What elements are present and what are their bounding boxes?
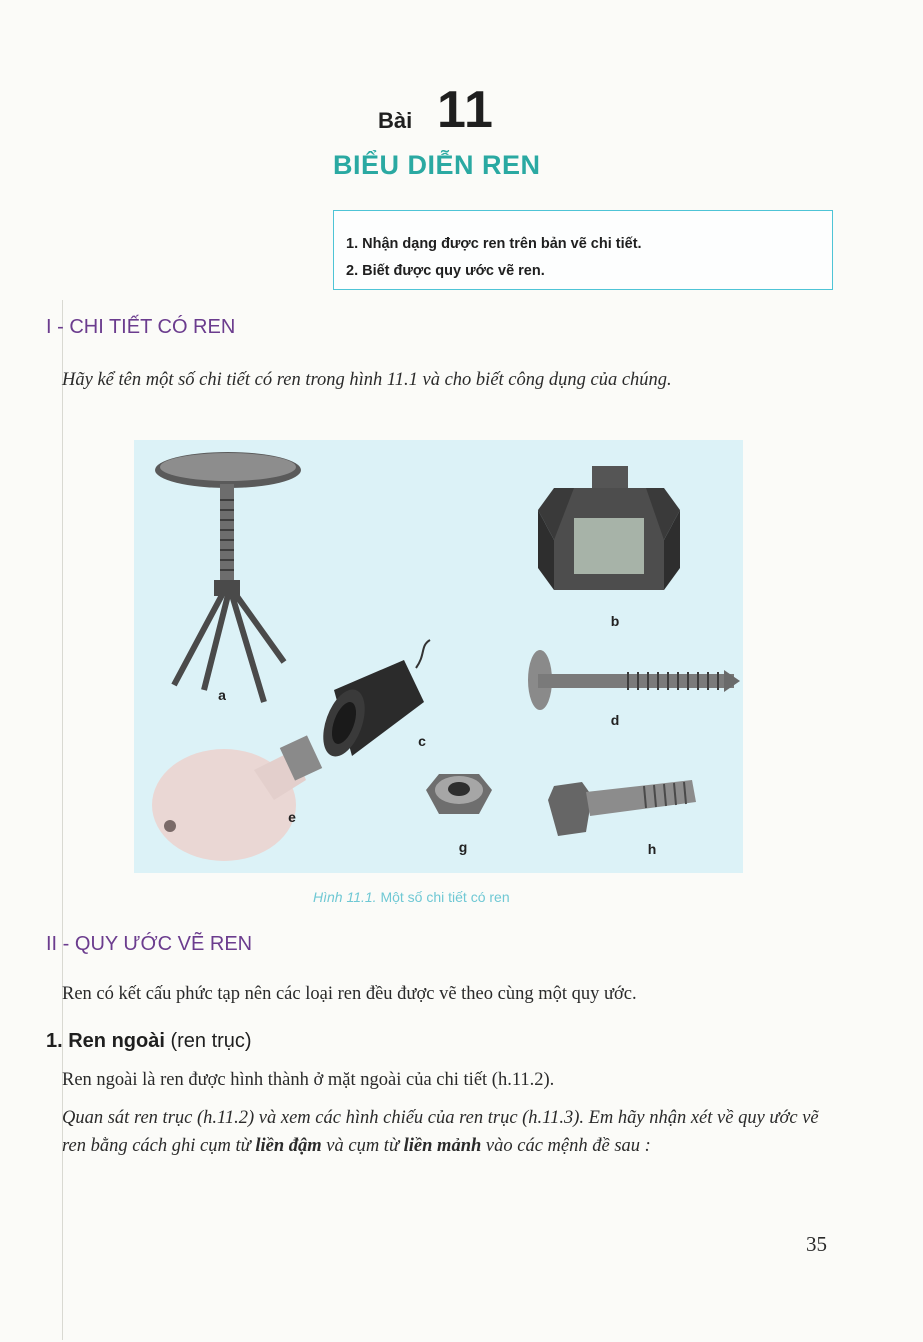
figure-label-a: a (218, 687, 226, 703)
task-text-3: vào các mệnh đề sau : (481, 1136, 651, 1156)
section2-intro: Ren có kết cấu phức tạp nên các loại ren đều được vẽ theo cùng một quy ước. (62, 984, 637, 1004)
lamp-socket-illustration (315, 640, 430, 762)
caption-prefix: Hình 11.1. (313, 889, 377, 905)
stool-illustration (155, 452, 301, 702)
figure-caption (313, 889, 510, 905)
task-text-2: và cụm từ (321, 1136, 404, 1156)
objective-item: 2. Biết được quy ước vẽ ren. (346, 263, 545, 279)
figure-label-d: d (610, 712, 620, 728)
figure-label-c: c (418, 733, 426, 749)
task-text-1: Quan sát ren trục (h.11.2) và xem các hình chiếu của ren trục (h.11.3). Em hãy nhận xét về quy ước vẽ ren bằng cách ghi cụm từ (62, 1108, 819, 1156)
subsection-text: Ren ngoài là ren được hình thành ở mặt ngoài của chi tiết (h.11.2). (62, 1070, 555, 1090)
light-bulb-illustration (152, 735, 322, 861)
ink-bottle-illustration (538, 466, 680, 590)
section1-prompt: Hãy kể tên một số chi tiết có ren trong hình 11.1 và cho biết công dụng của chúng. (62, 370, 672, 390)
figure-label-b: b (610, 613, 620, 629)
objective-item: 1. Nhận dạng được ren trên bản vẽ chi tiết. (346, 236, 642, 252)
subsection-task (62, 1104, 838, 1160)
figure-label-h: h (647, 841, 657, 857)
figure-illustration (134, 440, 743, 873)
lesson-number: 11 (437, 81, 494, 139)
page-margin-line (62, 300, 63, 1340)
section-heading-1: I - CHI TIẾT CÓ REN (46, 316, 236, 338)
figure-label-g: g (458, 839, 468, 855)
wood-screw-illustration (528, 650, 740, 710)
lesson-label: Bài (378, 108, 413, 133)
caption-text: Một số chi tiết có ren (380, 889, 510, 905)
section-heading-2: II - QUY ƯỚC VẼ REN (46, 933, 253, 955)
task-term-2: liền mảnh (403, 1136, 482, 1156)
figure-11-1 (134, 440, 743, 873)
objectives-box (333, 210, 833, 290)
subsection-heading (46, 1030, 252, 1053)
nut-illustration (426, 774, 492, 814)
task-term-1: liền đậm (255, 1136, 322, 1156)
lesson-title: BIỂU DIỄN REN (333, 150, 541, 180)
subsection-subtitle: (ren trục) (164, 1030, 252, 1052)
figure-label-e: e (288, 809, 296, 825)
bolt-illustration (548, 780, 696, 836)
subsection-title: 1. Ren ngoài (46, 1030, 165, 1052)
page-number: 35 (806, 1232, 827, 1256)
